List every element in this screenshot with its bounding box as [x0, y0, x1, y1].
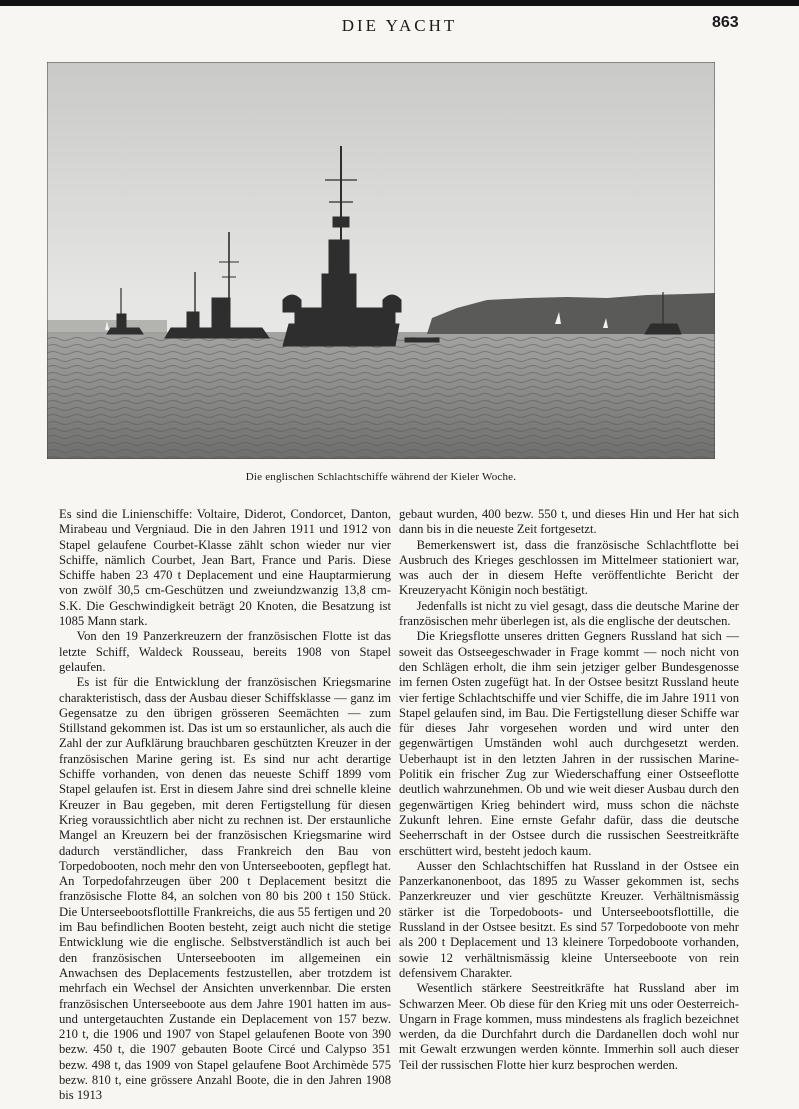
paragraph: Bemerkenswert ist, dass die französische Schlachtflotte bei Ausbruch des Krieges geschlossen im Mittelmeer stationiert war, was auch der in diesem Hefte veröffentlichte Bericht der Kreuzeryacht Königin noch bestätigt.	[399, 537, 739, 598]
paragraph: Die Kriegsflotte unseres dritten Gegners Russland hat sich — soweit das Ostseegeschwader in Frage kommt — noch nicht von den Schlägen erholt, die ihm sein jetziger gelber Bundesgenosse im fernen Osten zugefügt hat. In der Ostsee besitzt Russland heute vier fertige Schlachtschiffe und vier Schiffe, die im Jahre 1911 von Stapel gelaufen sind, im Bau. Die Fertigstellung dieser Schiffe war für dieses Jahr vorgesehen worden und wird unter den gegenwärtigen Umständen wohl auch durchgesetzt werden. Ueberhaupt ist in den letzten Jahren in der russischen Marine-Politik ein frischer Zug zur Wiederschaffung einer Ostseeflotte deutlich wahrzunehmen. Ob und wie weit dieser Ausbau durch den gegenwärtigen Krieg behindert wird, muss schon die nächste Zukunft lehren. Eine ernste Gefahr dafür, dass die deutsche Seeherrschaft in der Ostsee durch die russischen Seestreitkräfte erschüttert wird, besteht jedoch kaum.	[399, 629, 739, 858]
paragraph: Ausser den Schlachtschiffen hat Russland in der Ostsee ein Panzerkanonenboot, das 1895 zu Wasser gekommen ist, sechs Panzerkreuzer und vier geschützte Kreuzer. Verhältnismässig stärker ist die Torpedoboots- und Unterseebootsflottille, die Russland in der Ostsee besitzt. Es sind 57 Torpedoboote von mehr als 200 t Deplacement und 13 kleinere Torpedoboote vorhanden, sowie 12 verhältnismässig kleine Unterseeboote von rein defensivem Charakter.	[399, 858, 739, 980]
page-number: 863	[712, 14, 739, 31]
right-column	[399, 507, 739, 1073]
left-column	[59, 507, 391, 1104]
figure-caption: Die englischen Schlachtschiffe während der Kieler Woche.	[245, 471, 517, 483]
paragraph: Von den 19 Panzerkreuzern der französischen Flotte ist das letzte Schiff, Waldeck Rousseau, bereits 1908 von Stapel gelaufen.	[59, 629, 391, 674]
paragraph: Es ist für die Entwicklung der französischen Kriegsmarine charakteristisch, dass der Ausbau dieser Schiffsklasse — ganz im Gegensatze zu den übrigen grösseren Seemächten — zum Stillstand gekommen ist. Das ist um so erstaunlicher, als auch die Zahl der zur Aufklärung brauchbaren geschützten Kreuzer in der französischen Marine gering ist. Es sind nur acht derartige Schiffe vorhanden, von denen das neueste Schiff 1899 vom Stapel gelaufen ist. Erst in diesem Jahre sind drei schnelle kleine Kreuzer in Bau gegeben, mit deren Fertigstellung für diesen Krieg voraussichtlich aber nicht zu rechnen ist. Der erstaunliche Mangel an Kreuzern bei der französischen Kriegsmarine wird dadurch verständlicher, dass Frankreich den Bau von Torpedobooten, noch mehr den von Unterseebooten, gepflegt hat. An Torpedofahrzeugen über 200 t Deplacement besitzt die französische Flotte 84, an solchen von 80 bis 200 t 150 Stück. Die Unterseebootsflottille Frankreichs, die aus 55 fertigen und 20 im Bau befindlichen Booten besteht, zeigt auch nicht die stetige Entwicklung wie die englische. Selbstverständlich ist auch bei den französischen Unterseebooten im allgemeinen ein Anwachsen des Deplacements festzustellen, aber trotzdem ist mehrfach ein Wechsel der Ansichten unverkennbar. Die ersten französischen Unterseeboote aus dem Jahre 1901 hatten im aus- und untergetauchten Zustande ein Deplacement von 157 bezw. 210 t, die 1906 und 1907 von Stapel gelaufenen Boote von 390 bezw. 450 t, die 1907 gebauten Boote Circé und Calypso 351 bezw. 498 t, das 1909 von Stapel gelaufene Boot Archimède 575 bezw. 810 t, eine grössere Anzahl Boote, die in den Jahren 1908 bis 1913	[59, 675, 391, 1103]
top-border	[0, 0, 799, 6]
paragraph: gebaut wurden, 400 bezw. 550 t, und dieses Hin und Her hat sich dann bis in die neueste Zeit fortgesetzt.	[399, 507, 739, 537]
paragraph: Jedenfalls ist nicht zu viel gesagt, dass die deutsche Marine der französischen mehr überlegen ist, als die englische der deutschen.	[399, 598, 739, 629]
paragraph: Es sind die Linienschiffe: Voltaire, Diderot, Condorcet, Danton, Mirabeau und Vergniaud. Die in den Jahren 1911 und 1912 von Stapel gelaufene Courbet-Klasse zählt schon wieder nur vier Schiffe, nämlich Courbet, Jean Bart, France und Paris. Diese Schiffe haben 23 470 t Deplacement und eine Hauptarmierung von zwölf 30,5 cm-Geschützen und zweiundzwanzig 13,8 cm-S.K. Die Geschwindigkeit beträgt 20 Knoten, die Besatzung ist 1085 Mann stark.	[59, 507, 391, 629]
battleships-photo	[47, 62, 715, 459]
running-header: DIE YACHT	[341, 16, 458, 35]
paragraph: Wesentlich stärkere Seestreitkräfte hat Russland aber im Schwarzen Meer. Ob diese für den Krieg mit uns oder Oesterreich-Ungarn in Frage kommen, muss mindestens als fraglich bezeichnet werden, da die Durchfahrt durch die Dardanellen doch wohl nur mit Gewalt erzwungen werden könnte. Immerhin soll auch dieser Teil der russischen Flotte hier kurz besprochen werden.	[399, 981, 739, 1072]
